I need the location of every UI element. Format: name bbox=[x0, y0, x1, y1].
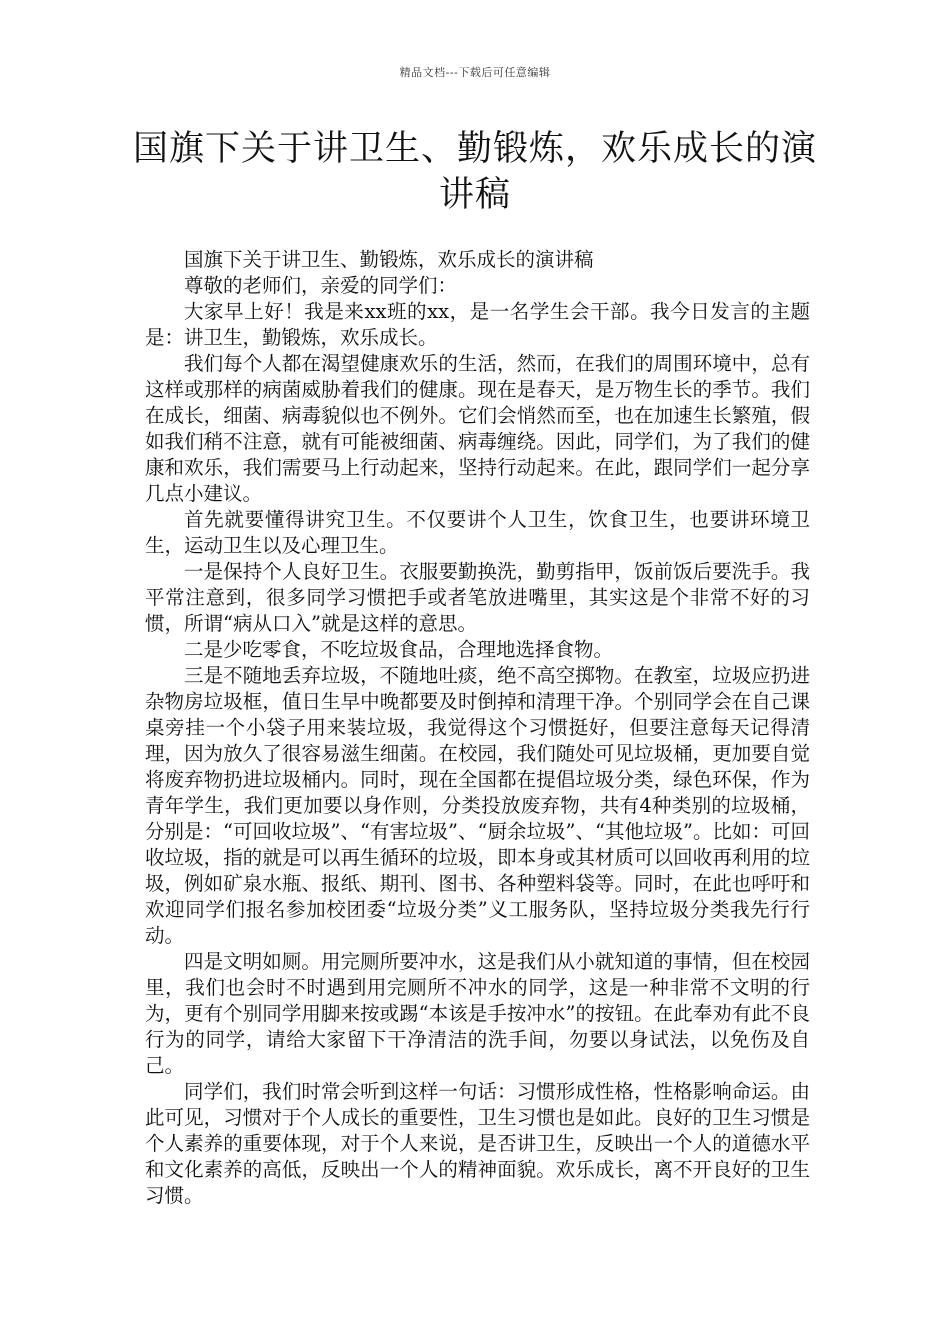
paragraph: 四是文明如厕。用完厕所要冲水，这是我们从小就知道的事情，但在校园里，我们也会时不时遇到用完厕所不冲水的同学，这是一种非常不文明的行为，更有个别同学用脚来按或踢“本该是手按冲水”的按钮。在此奉劝有此不良行为的同学，请给大家留下干净清洁的洗手间，勿要以身试法，以免伤及自己。 bbox=[145, 950, 810, 1077]
paragraph: 国旗下关于讲卫生、勤锻炼，欢乐成长的演讲稿 bbox=[184, 248, 594, 271]
document-body bbox=[145, 247, 810, 1209]
paragraph: 大家早上好！我是来xx班的xx，是一名学生会干部。我今日发言的主题是：讲卫生，勤锻炼，欢乐成长。 bbox=[145, 300, 810, 349]
paragraph: 一是保持个人良好卫生。衣服要勤换洗，勤剪指甲，饭前饭后要洗手。我平常注意到，很多同学习惯把手或者笔放进嘴里，其实这是个非常不好的习惯，所谓“病从口入”就是这样的意思。 bbox=[145, 560, 810, 635]
paragraph: 我们每个人都在渴望健康欢乐的生活，然而，在我们的周围环境中，总有这样或那样的病菌威胁着我们的健康。现在是春天，是万物生长的季节。我们在成长，细菌、病毒貌似也不例外。它们会悄然而至，也在加速生长繁殖，假如我们稍不注意，就有可能被细菌、病毒缠绕。因此，同学们，为了我们的健康和欢乐，我们需要马上行动起来，坚持行动起来。在此，跟同学们一起分享几点小建议。 bbox=[145, 352, 810, 505]
paragraph: 二是少吃零食，不吃垃圾食品，合理地选择食物。 bbox=[184, 638, 614, 661]
paragraph: 首先就要懂得讲究卫生。不仅要讲个人卫生，饮食卫生，也要讲环境卫生，运动卫生以及心理卫生。 bbox=[145, 508, 810, 557]
paragraph: 尊敬的老师们，亲爱的同学们： bbox=[184, 274, 458, 297]
page-header: 精品文档---下载后可任意编辑 bbox=[399, 66, 551, 79]
paragraph: 同学们，我们时常会听到这样一句话：习惯形成性格，性格影响命运。由此可见，习惯对于个人成长的重要性，卫生习惯也是如此。良好的卫生习惯是个人素养的重要体现，对于个人来说，是否讲卫生，反映出一个人的道德水平和文化素养的高低，反映出一个人的精神面貌。欢乐成长，离不开良好的卫生习惯。 bbox=[145, 1080, 810, 1207]
document-title: 国旗下关于讲卫生、勤锻炼，欢乐成长的演讲稿 bbox=[132, 129, 817, 215]
paragraph: 三是不随地丢弃垃圾，不随地吐痰，绝不高空掷物。在教室，垃圾应扔进杂物房垃圾框，值日生早中晚都要及时倒掉和清理干净。个别同学会在自己课桌旁挂一个小袋子用来装垃圾，我觉得这个习惯挺好，但要注意每天记得清理，因为放久了很容易滋生细菌。在校园，我们随处可见垃圾桶，更加要自觉将废弃物扔进垃圾桶内。同时，现在全国都在提倡垃圾分类，绿色环保，作为青年学生，我们更加要以身作则，分类投放废弃物，共有4种类别的垃圾桶，分别是：“可回收垃圾”、“有害垃圾”、“厨余垃圾”、“其他垃圾”。比如：可回收垃圾，指的就是可以再生循环的垃圾，即本身或其材质可以回收再利用的垃圾，例如矿泉水瓶、报纸、期刊、图书、各种塑料袋等。同时，在此也呼吁和欢迎同学们报名参加校团委“垃圾分类”义工服务队，坚持垃圾分类我先行行动。 bbox=[145, 664, 810, 947]
